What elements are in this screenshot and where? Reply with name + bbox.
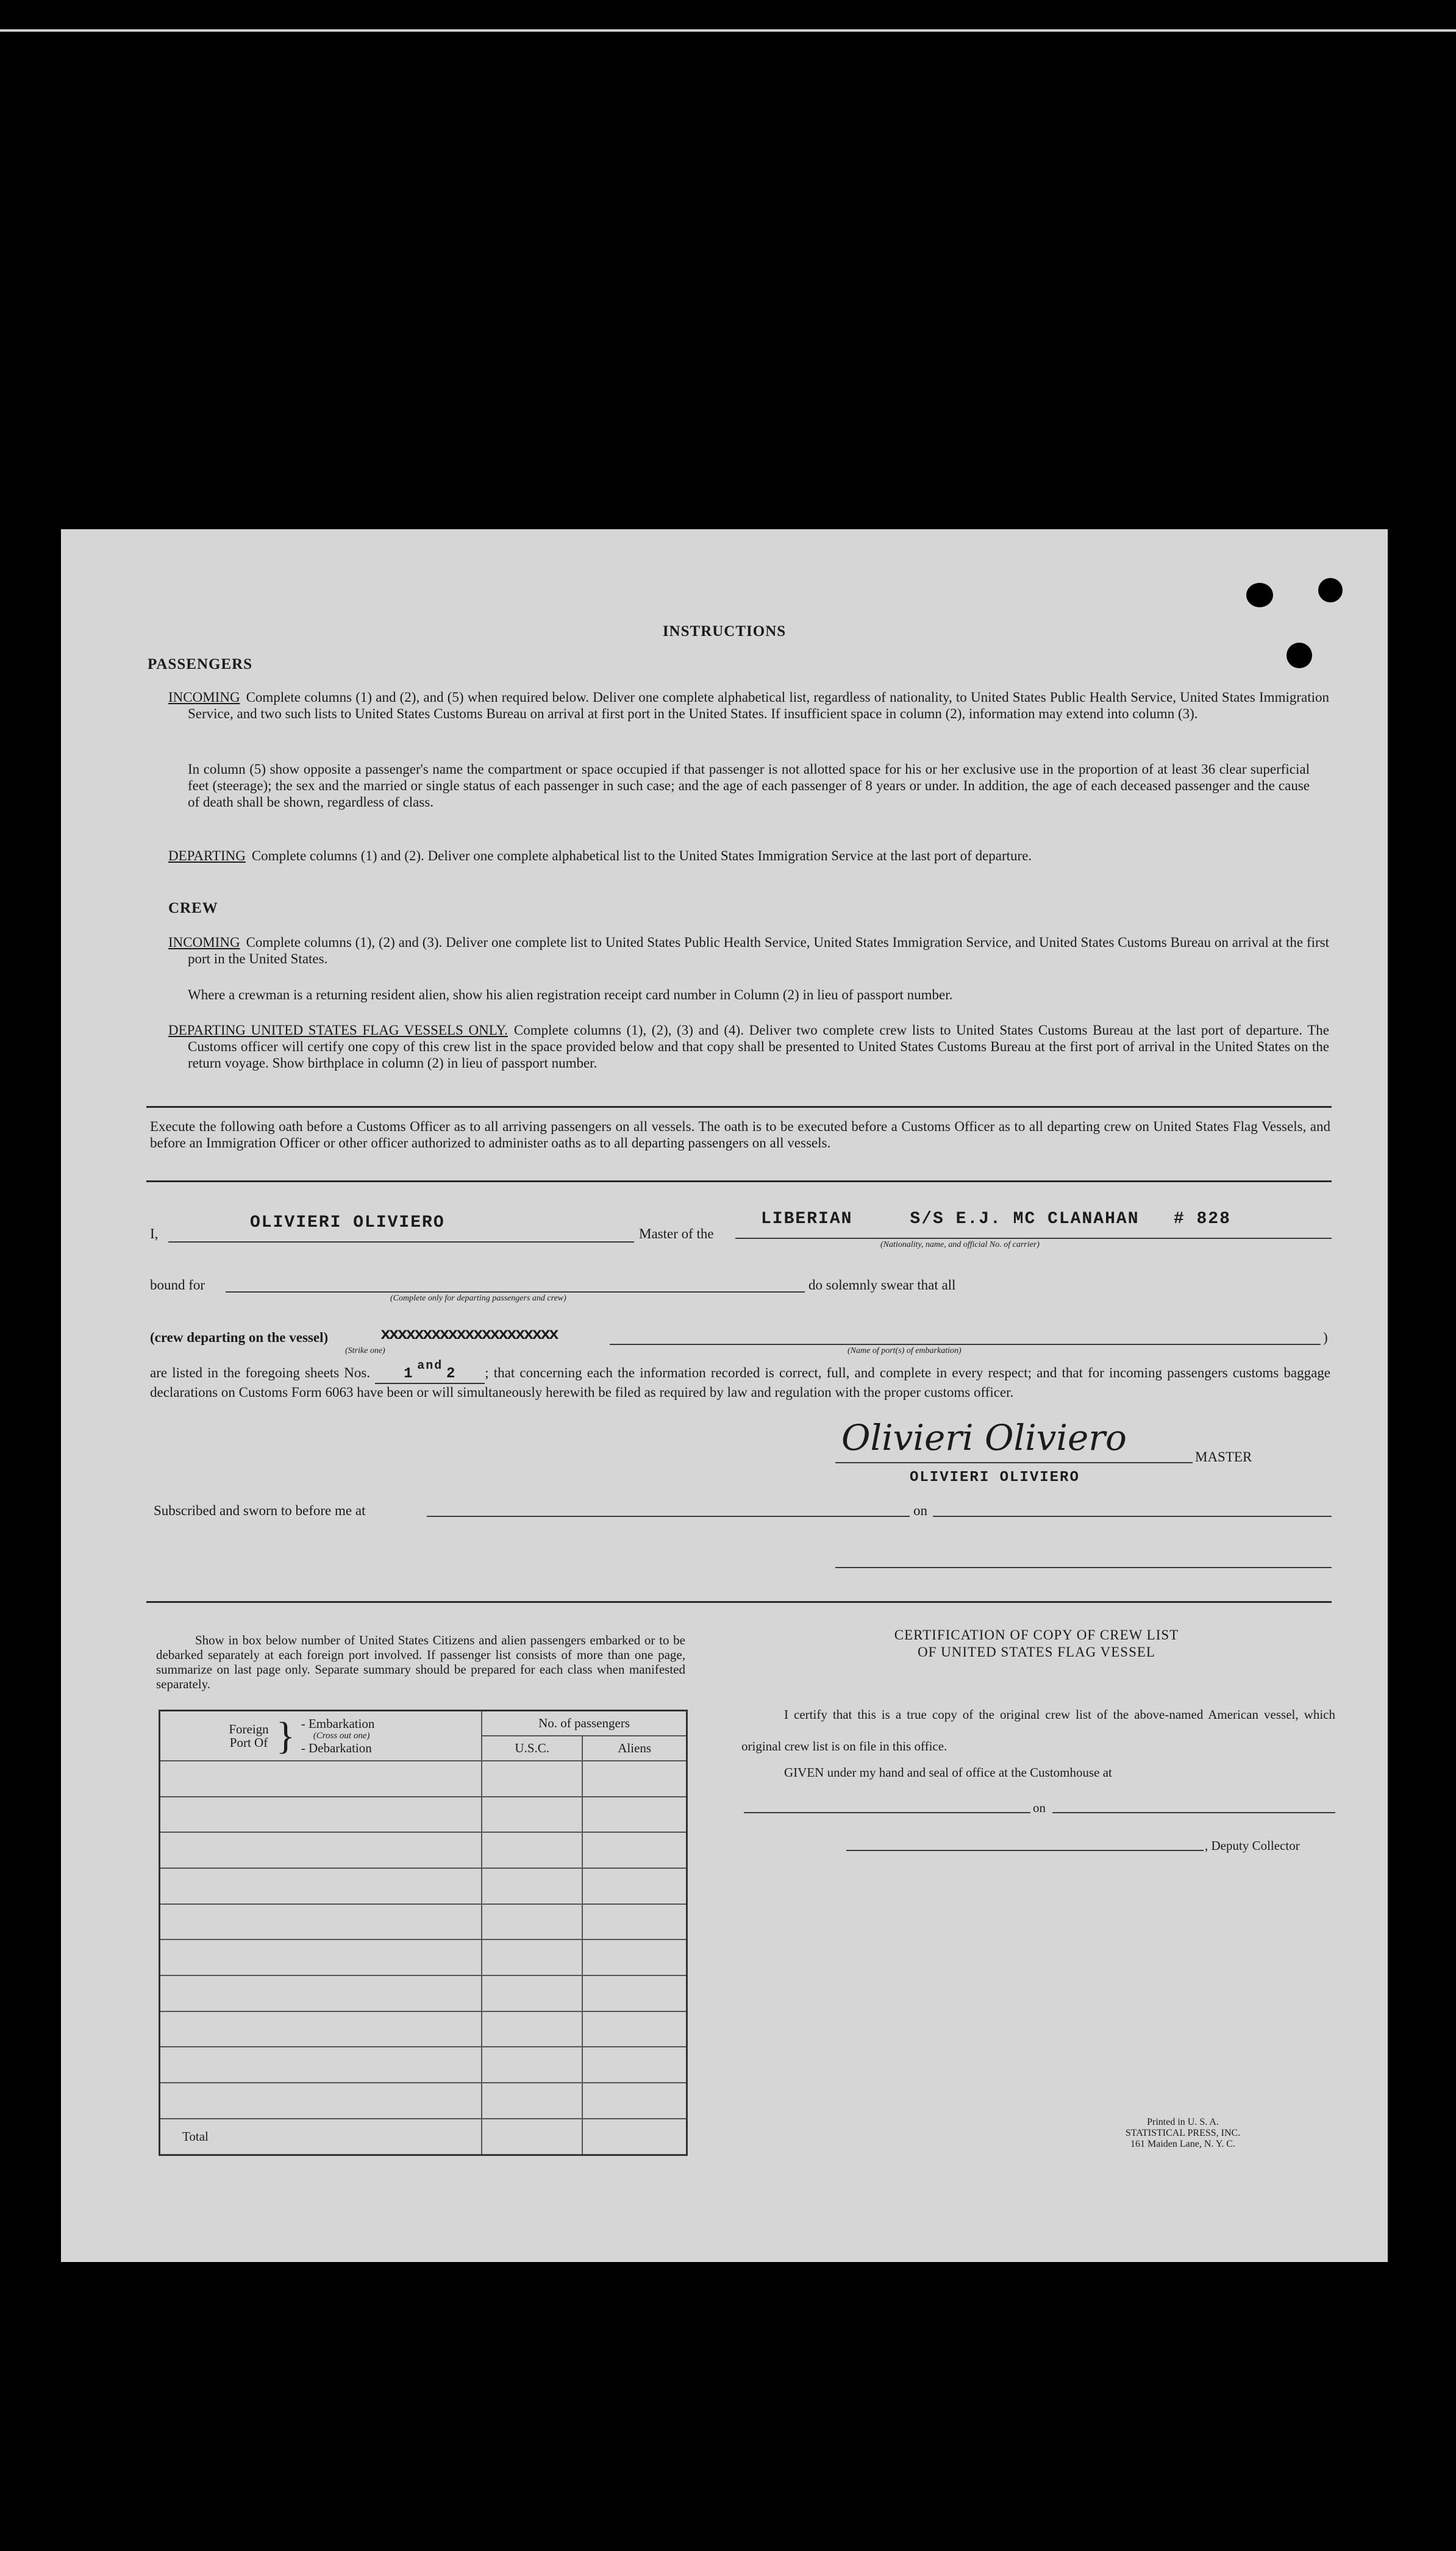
master-signature: Olivieri Oliviero <box>841 1417 1127 1458</box>
certification-title-line2: OF UNITED STATES FLAG VESSEL <box>918 1644 1155 1660</box>
ports-line <box>610 1344 1321 1345</box>
usc-cell <box>482 1761 582 1797</box>
printer-line1: Printed in U. S. A. <box>1147 2117 1219 2127</box>
close-paren: ) <box>1323 1330 1328 1345</box>
usc-cell <box>482 1939 582 1975</box>
aliens-cell <box>582 1761 687 1797</box>
port-cell <box>160 2047 482 2083</box>
instructions-title: INSTRUCTIONS <box>662 623 787 640</box>
passengers-header-cell: No. of passengers <box>482 1711 687 1736</box>
aliens-header-cell: Aliens <box>582 1736 687 1761</box>
sheets-paragraph <box>150 1359 1330 1400</box>
table-row <box>160 1939 687 1975</box>
table-row <box>160 1832 687 1868</box>
usc-cell <box>482 1904 582 1940</box>
deputy-collector-line <box>846 1850 1204 1851</box>
table-row <box>160 1904 687 1940</box>
printer-imprint <box>1085 2117 1280 2150</box>
deputy-collector-label: , Deputy Collector <box>1205 1838 1300 1853</box>
passengers-departing-label: DEPARTING <box>168 848 246 863</box>
strike-one-caption: (Strike one) <box>345 1346 385 1355</box>
master-of-label: Master of the <box>639 1226 714 1241</box>
table-row <box>160 1975 687 2011</box>
subscribed-on-label: on <box>913 1503 927 1518</box>
crew-incoming-label: INCOMING <box>168 935 240 950</box>
sheet-and: and <box>417 1359 443 1373</box>
port-cell <box>160 1797 482 1833</box>
subscribed-date-line <box>933 1516 1332 1517</box>
master-typed-name: OLIVIERI OLIVIERO <box>910 1469 1080 1486</box>
section-divider <box>146 1180 1332 1182</box>
punch-hole <box>1286 643 1312 668</box>
sheets-suffix: ; that concerning each the information recorded is correct, full, and complete in every respect; and that for incoming passengers customs baggage declarations on Customs Form 6063 have been or will simultaneously herewith be filed as required by law and regulation with the proper customs officer. <box>150 1365 1330 1400</box>
printer-line2: STATISTICAL PRESS, INC. <box>1125 2128 1241 2138</box>
punch-hole <box>1246 583 1273 607</box>
vessel-typed: LIBERIAN S/S E.J. MC CLANAHAN # 828 <box>761 1210 1231 1229</box>
port-cell <box>160 1904 482 1940</box>
port-cell <box>160 1761 482 1797</box>
crew-incoming-text: Complete columns (1), (2) and (3). Deliver one complete list to United States Public Health Service, United States Immigration Service, and United States Customs Bureau on arrival at the first port in the United States. <box>188 935 1329 966</box>
struck-out-text: xxxxxxxxxxxxxxxxxxxxx <box>380 1325 557 1344</box>
certification-title-line1: CERTIFICATION OF COPY OF CREW LIST <box>894 1627 1179 1643</box>
port-header-label: Foreign Port Of <box>229 1721 269 1750</box>
signature-line <box>835 1462 1193 1463</box>
usc-cell <box>482 2011 582 2047</box>
aliens-cell <box>582 1832 687 1868</box>
given-text: GIVEN under my hand and seal of office at the Customhouse at <box>784 1765 1112 1780</box>
crew-departing-paragraph <box>168 1022 1329 1071</box>
aliens-cell <box>582 1939 687 1975</box>
port-cell <box>160 1832 482 1868</box>
certification-on-label: on <box>1033 1800 1046 1815</box>
subscribed-label: Subscribed and sworn to before me at <box>154 1503 366 1518</box>
sheet-from: 1 <box>404 1366 414 1382</box>
ports-caption: (Name of port(s) of embarkation) <box>848 1346 962 1355</box>
crew-departing-option: (crew departing on the vessel) <box>150 1330 329 1345</box>
passengers-column5-paragraph: In column (5) show opposite a passenger's name the compartment or space occupied if that passenger is not allotted space for his or her exclusive use in the proportion of at least 36 clear superficial feet (steerage); the sex and the married or single status of each passenger in such case; and the age of each passenger of 8 years or under. In addition, the age of each deceased passenger and the cause of death shall be shown, regardless of class. <box>188 762 1310 810</box>
crew-incoming-paragraph <box>168 934 1329 967</box>
film-edge-line <box>0 29 1456 32</box>
debarkation-label: - Debarkation <box>301 1740 372 1755</box>
customhouse-line <box>744 1812 1030 1813</box>
bound-for-label: bound for <box>150 1277 205 1293</box>
section-divider <box>146 1601 1332 1603</box>
master-name-line <box>168 1241 634 1243</box>
table-row <box>160 1761 687 1797</box>
port-cell <box>160 1868 482 1904</box>
oath-i-label: I, <box>150 1226 159 1241</box>
master-name-typed: OLIVIERI OLIVIERO <box>250 1213 445 1232</box>
aliens-cell <box>582 2083 687 2119</box>
total-usc-cell <box>482 2119 582 2155</box>
passengers-incoming-label: INCOMING <box>168 690 240 705</box>
crew-heading: CREW <box>168 900 218 916</box>
port-cell <box>160 2083 482 2119</box>
usc-cell <box>482 2047 582 2083</box>
port-cell <box>160 2011 482 2047</box>
aliens-cell <box>582 1797 687 1833</box>
certification-title <box>762 1627 1311 1661</box>
usc-cell <box>482 1832 582 1868</box>
passengers-incoming-text: Complete columns (1) and (2), and (5) when required below. Deliver one complete alphabetical list, regardless of nationality, to United States Public Health Service, United States Immigration Service, and two such lists to United States Customs Bureau on arrival at first port in the United States. If insufficient space in column (2), information may extend into column (3). <box>188 690 1329 721</box>
table-row <box>160 2047 687 2083</box>
table-row <box>160 1797 687 1833</box>
sheets-prefix: are listed in the foregoing sheets Nos. <box>150 1365 371 1380</box>
table-row <box>160 2011 687 2047</box>
crew-list-form-page <box>61 529 1388 2262</box>
officer-signature-line <box>835 1567 1332 1568</box>
usc-header-cell: U.S.C. <box>482 1736 582 1761</box>
port-header-cell <box>160 1711 482 1761</box>
swear-text: do solemnly swear that all <box>808 1277 956 1293</box>
usc-cell <box>482 2083 582 2119</box>
summary-rows <box>160 1761 687 2119</box>
crew-departing-text: Complete columns (1), (2), (3) and (4). Deliver two complete crew lists to United States Customs Bureau at the last port of departure. The Customs officer will certify one copy of this crew list in the space provided below and that copy shall be presented to United States Customs Bureau at the first port of arrival in the United States on the return voyage. Show birthplace in column (2) in lieu of passport number. <box>188 1022 1329 1071</box>
printer-line3: 161 Maiden Lane, N. Y. C. <box>1130 2139 1235 2149</box>
total-aliens-cell <box>582 2119 687 2155</box>
port-cell <box>160 1975 482 2011</box>
summary-instructions: Show in box below number of United States Citizens and alien passengers embarked or to be debarked separately at each foreign port involved. If passenger list consists of more than one page, summarize on last page only. Separate summary should be prepared for each class when manifested separately. <box>156 1633 685 1691</box>
brace-glyph: } <box>276 1713 295 1757</box>
table-row <box>160 1868 687 1904</box>
embarkation-label: - Embarkation <box>301 1716 375 1731</box>
oath-intro-paragraph: Execute the following oath before a Customs Officer as to all arriving passengers on all vessels. The oath is to be executed before a Customs Officer as to all departing crew on United States Flag Vessels, and before an Immigration Officer or other officer authorized to administer oaths as to all departing passengers on all vessels. <box>150 1119 1330 1151</box>
sheet-to: 2 <box>446 1366 457 1382</box>
certify-text: I certify that this is a true copy of the original crew list of the above-named American vessel, which original crew list is on file in this office. <box>741 1707 1335 1754</box>
aliens-cell <box>582 1868 687 1904</box>
vessel-line <box>735 1238 1332 1239</box>
usc-cell <box>482 1797 582 1833</box>
vessel-caption: (Nationality, name, and official No. of carrier) <box>880 1240 1040 1249</box>
sheet-numbers-field <box>375 1359 485 1384</box>
aliens-cell <box>582 2047 687 2083</box>
usc-cell <box>482 1868 582 1904</box>
section-divider <box>146 1106 1332 1108</box>
crew-departing-label: DEPARTING UNITED STATES FLAG VESSELS ONLY. <box>168 1022 508 1038</box>
passengers-departing-text: Complete columns (1) and (2). Deliver one complete alphabetical list to the United States Immigration Service at the last port of departure. <box>251 848 1032 863</box>
bound-for-caption: (Complete only for departing passengers and crew) <box>390 1294 566 1303</box>
passengers-incoming-paragraph <box>168 689 1329 722</box>
certification-date-line <box>1052 1812 1335 1813</box>
passenger-summary-table <box>159 1710 688 2156</box>
subscribed-place-line <box>427 1516 910 1517</box>
port-cell <box>160 1939 482 1975</box>
punch-hole <box>1318 578 1343 602</box>
aliens-cell <box>582 1904 687 1940</box>
crew-resident-paragraph: Where a crewman is a returning resident alien, show his alien registration receipt card number in Column (2) in lieu of passport number. <box>188 987 953 1002</box>
passengers-heading: PASSENGERS <box>148 656 253 673</box>
usc-cell <box>482 1975 582 2011</box>
master-label: MASTER <box>1195 1449 1252 1465</box>
table-row <box>160 2083 687 2119</box>
passengers-departing-paragraph <box>168 847 1329 864</box>
aliens-cell <box>582 2011 687 2047</box>
total-label-cell: Total <box>160 2119 482 2155</box>
cross-out-note: (Cross out one) <box>313 1730 370 1741</box>
aliens-cell <box>582 1975 687 2011</box>
bound-for-line <box>226 1291 805 1293</box>
